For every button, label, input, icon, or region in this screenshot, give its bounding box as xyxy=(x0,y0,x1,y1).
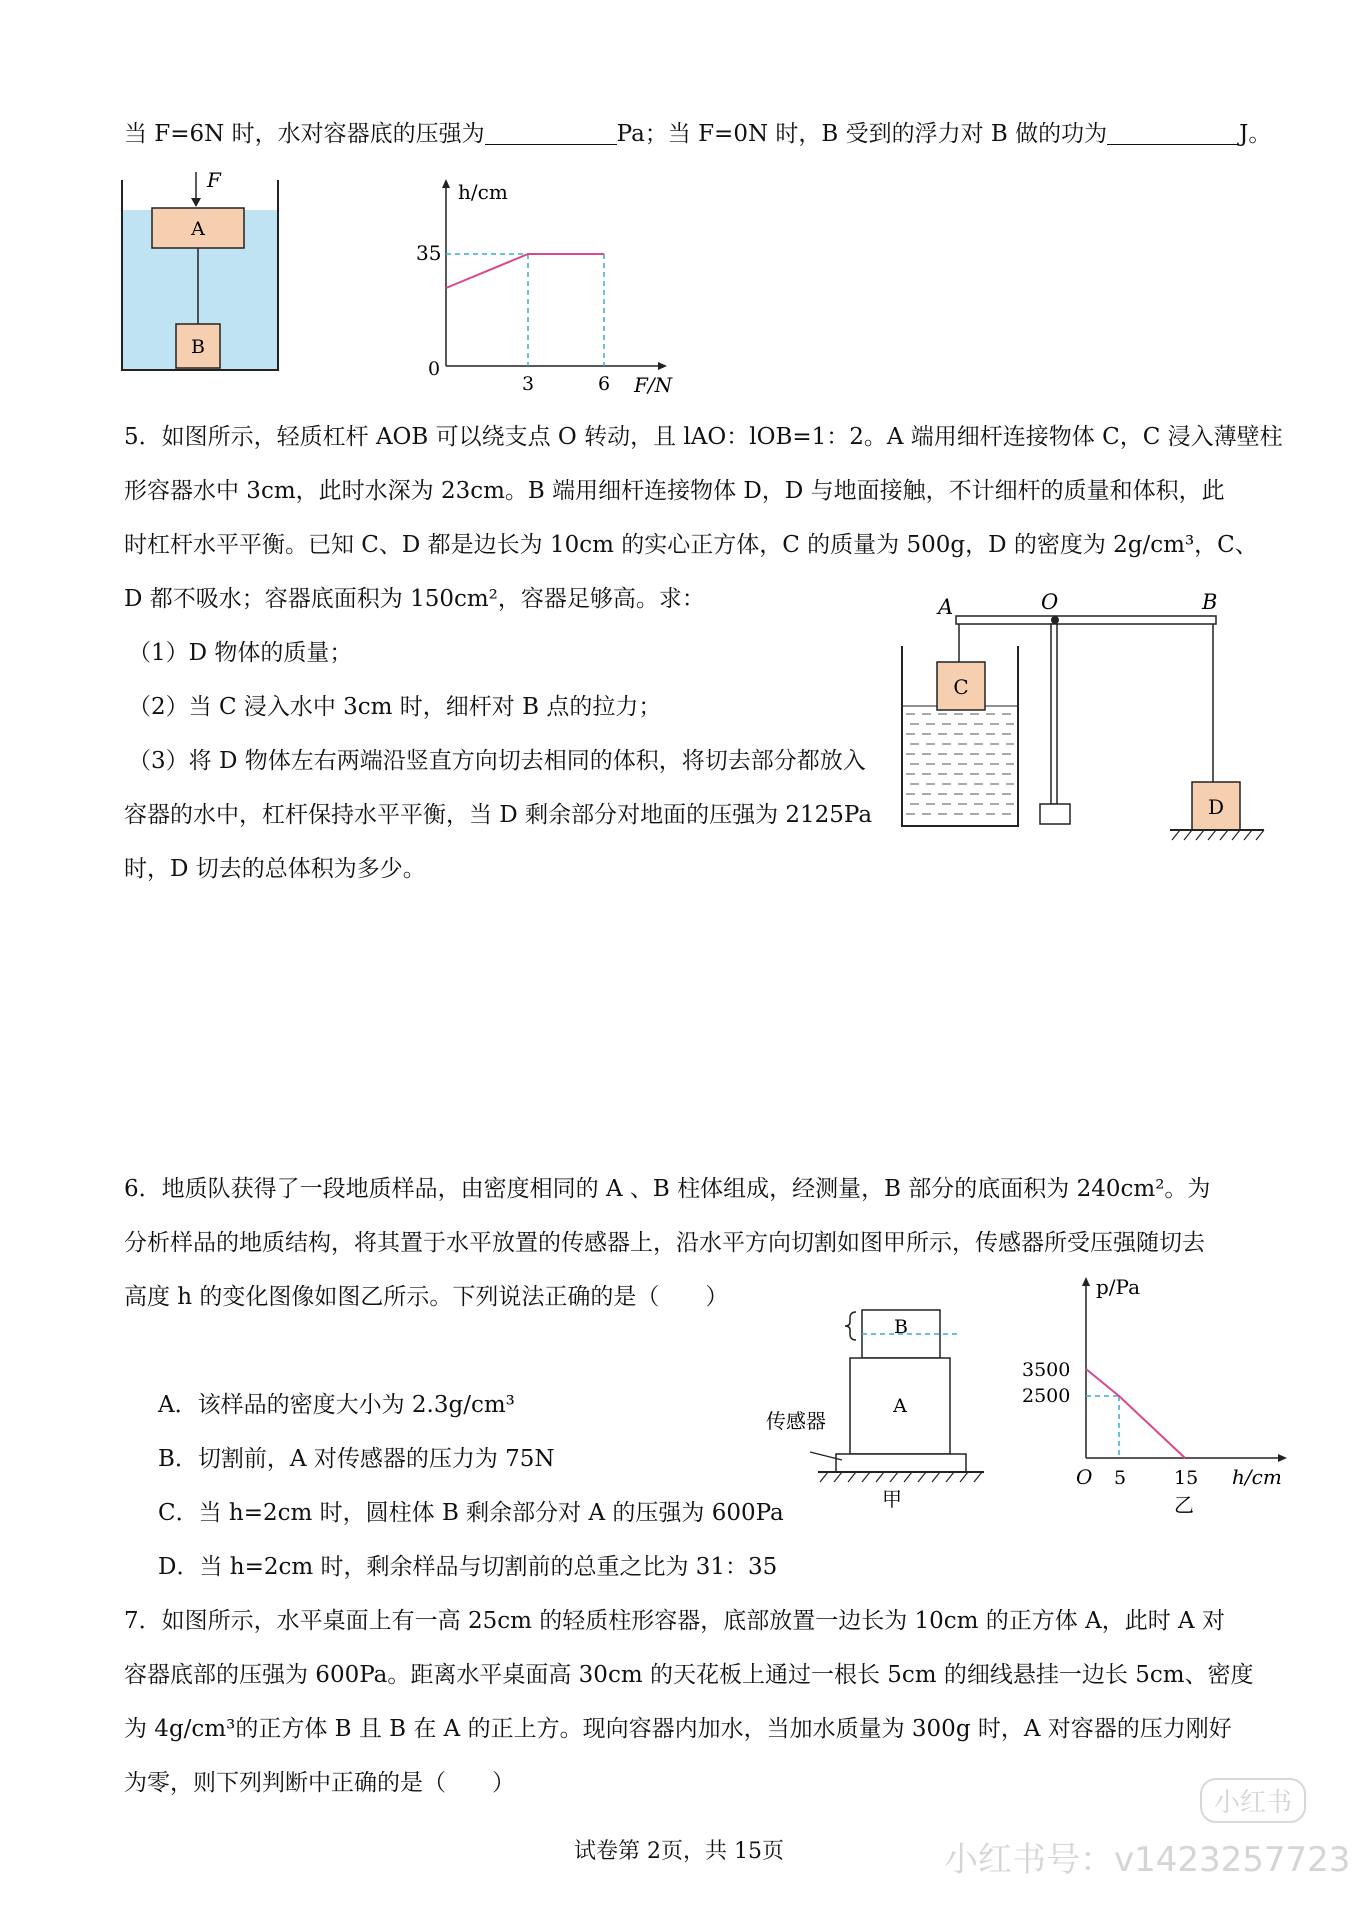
x-axis-arrow xyxy=(658,362,667,370)
q5-sub-3b: 容器的水中，杠杆保持水平平衡，当 D 剩余部分对地面的压强为 2125Pa xyxy=(124,802,873,828)
q6-option-b[interactable]: B．切割前，A 对传感器的压力为 75N xyxy=(158,1446,555,1472)
page-footer: 试卷第 2页，共 15页 xyxy=(574,1839,784,1864)
h-f-curve xyxy=(446,254,604,288)
q6-line-1: 6．地质队获得了一段地质样品，由密度相同的 A 、B 柱体组成，经测量，B 部分的底面积为 240cm²。为 xyxy=(124,1176,1211,1202)
p-h-curve xyxy=(1086,1369,1185,1458)
y-axis-label: h/cm xyxy=(458,180,508,204)
yi-y-tick-2500: 2500 xyxy=(1022,1385,1071,1407)
cut-brace xyxy=(845,1312,856,1340)
q4-text-2: Pa；当 F=0N 时，B 受到的浮力对 B 做的功为 xyxy=(616,121,1108,147)
block-c-label: C xyxy=(953,675,969,699)
q5-sub-3a: （3）将 D 物体左右两端沿竖直方向切去相同的体积，将切去部分都放入 xyxy=(128,748,866,774)
q6-jia-figure xyxy=(762,1300,992,1520)
q5-sub-3c: 时，D 切去的总体积为多少。 xyxy=(124,856,426,882)
support-base xyxy=(1040,804,1070,824)
q6-yi-figure xyxy=(1020,1272,1302,1528)
q4-container-figure xyxy=(118,170,288,380)
q6-line-2: 分析样品的地质结构，将其置于水平放置的传感器上，沿水平方向切割如图甲所示，传感器所受压强随切去 xyxy=(124,1230,1205,1256)
block-a-label: A xyxy=(191,218,205,240)
q5-sub-2: （2）当 C 浸入水中 3cm 时，细杆对 B 点的拉力； xyxy=(128,694,662,720)
x-axis-label: F/N xyxy=(634,373,673,397)
yi-x-tick-5: 5 xyxy=(1114,1467,1127,1489)
ground-hatch xyxy=(1172,830,1264,840)
q4-text-1: 当 F=6N 时，水对容器底的压强为 xyxy=(124,121,485,147)
answer-blank-2[interactable] xyxy=(1107,120,1239,145)
q6-option-c[interactable]: C．当 h=2cm 时，圆柱体 B 剩余部分对 A 的压强为 600Pa xyxy=(158,1500,784,1526)
sensor-label: 传感器 xyxy=(766,1409,826,1433)
yi-caption: 乙 xyxy=(1174,1493,1194,1517)
q5-line-4: D 都不吸水；容器底面积为 150cm²，容器足够高。求： xyxy=(124,586,705,612)
q6-option-a[interactable]: A．该样品的密度大小为 2.3g/cm³ xyxy=(158,1392,515,1418)
yi-x-tick-15: 15 xyxy=(1174,1467,1199,1489)
q5-line-1: 5．如图所示，轻质杠杆 AOB 可以绕支点 O 转动，且 lAO：lOB=1：2。A 端用细杆连接物体 C，C 浸入薄壁柱 xyxy=(124,424,1283,450)
yi-origin: O xyxy=(1076,1465,1093,1489)
watermark-logo: 小红书 xyxy=(1200,1778,1306,1823)
q5-lever-figure xyxy=(892,586,1272,848)
watermark-account: 小红书号：v1423257723 xyxy=(944,1840,1351,1880)
q4-text-3: J。 xyxy=(1239,121,1272,147)
y-axis-arrow xyxy=(442,179,450,188)
q5-line-3: 时杠杆水平平衡。已知 C、D 都是边长为 10cm 的实心正方体，C 的质量为 500g，D 的密度为 2g/cm³，C、 xyxy=(124,532,1258,558)
lever-label-a: A xyxy=(938,595,954,619)
block-b-label: B xyxy=(191,336,205,358)
q7-line-2: 容器底部的压强为 600Pa。距离水平桌面高 30cm 的天花板上通过一根长 5cm 的细线悬挂一边长 5cm、密度 xyxy=(124,1662,1254,1688)
sensor-plate xyxy=(836,1454,966,1472)
q5-line-2: 形容器水中 3cm，此时水深为 23cm。B 端用细杆连接物体 D，D 与地面接触，不计细杆的质量和体积，此 xyxy=(124,478,1225,504)
yi-x-axis-label: h/cm xyxy=(1232,1465,1282,1489)
force-arrowhead xyxy=(191,198,201,207)
yi-y-tick-3500: 3500 xyxy=(1022,1359,1071,1381)
jia-ground-hatch xyxy=(820,1472,982,1482)
origin-label: 0 xyxy=(428,358,441,380)
y-tick-35: 35 xyxy=(416,241,442,265)
q7-line-1: 7．如图所示，水平桌面上有一高 25cm 的轻质柱形容器，底部放置一边长为 10cm 的正方体 A，此时 A 对 xyxy=(124,1608,1225,1634)
q4-graph-figure xyxy=(408,176,678,401)
jia-block-b-label: B xyxy=(894,1316,908,1338)
yi-y-arrow xyxy=(1082,1277,1090,1286)
lever-bar xyxy=(956,616,1216,624)
pivot-o xyxy=(1051,616,1059,624)
x-tick-3: 3 xyxy=(522,373,535,395)
answer-blank-1[interactable] xyxy=(485,120,617,145)
force-label: F xyxy=(207,170,221,192)
jia-block-a-label: A xyxy=(893,1395,907,1417)
block-d-label: D xyxy=(1207,795,1225,819)
x-tick-6: 6 xyxy=(598,373,611,395)
q4-answer-line xyxy=(124,118,1271,150)
q7-line-4: 为零，则下列判断中正确的是（ ） xyxy=(124,1770,515,1796)
jia-caption: 甲 xyxy=(882,1487,902,1511)
q5-sub-1: （1）D 物体的质量； xyxy=(128,640,353,666)
support-pole xyxy=(1051,624,1057,804)
q7-line-3: 为 4g/cm³的正方体 B 且 B 在 A 的正上方。现向容器内加水，当加水质量为 300g 时，A 对容器的压力刚好 xyxy=(124,1716,1232,1742)
yi-x-arrow xyxy=(1278,1454,1287,1462)
q6-option-d[interactable]: D．当 h=2cm 时，剩余样品与切割前的总重之比为 31：35 xyxy=(158,1554,778,1580)
lever-label-o: O xyxy=(1041,590,1059,614)
yi-y-axis-label: p/Pa xyxy=(1096,1275,1141,1299)
lever-label-b: B xyxy=(1202,590,1218,614)
q6-line-3: 高度 h 的变化图像如图乙所示。下列说法正确的是（ ） xyxy=(124,1284,729,1310)
